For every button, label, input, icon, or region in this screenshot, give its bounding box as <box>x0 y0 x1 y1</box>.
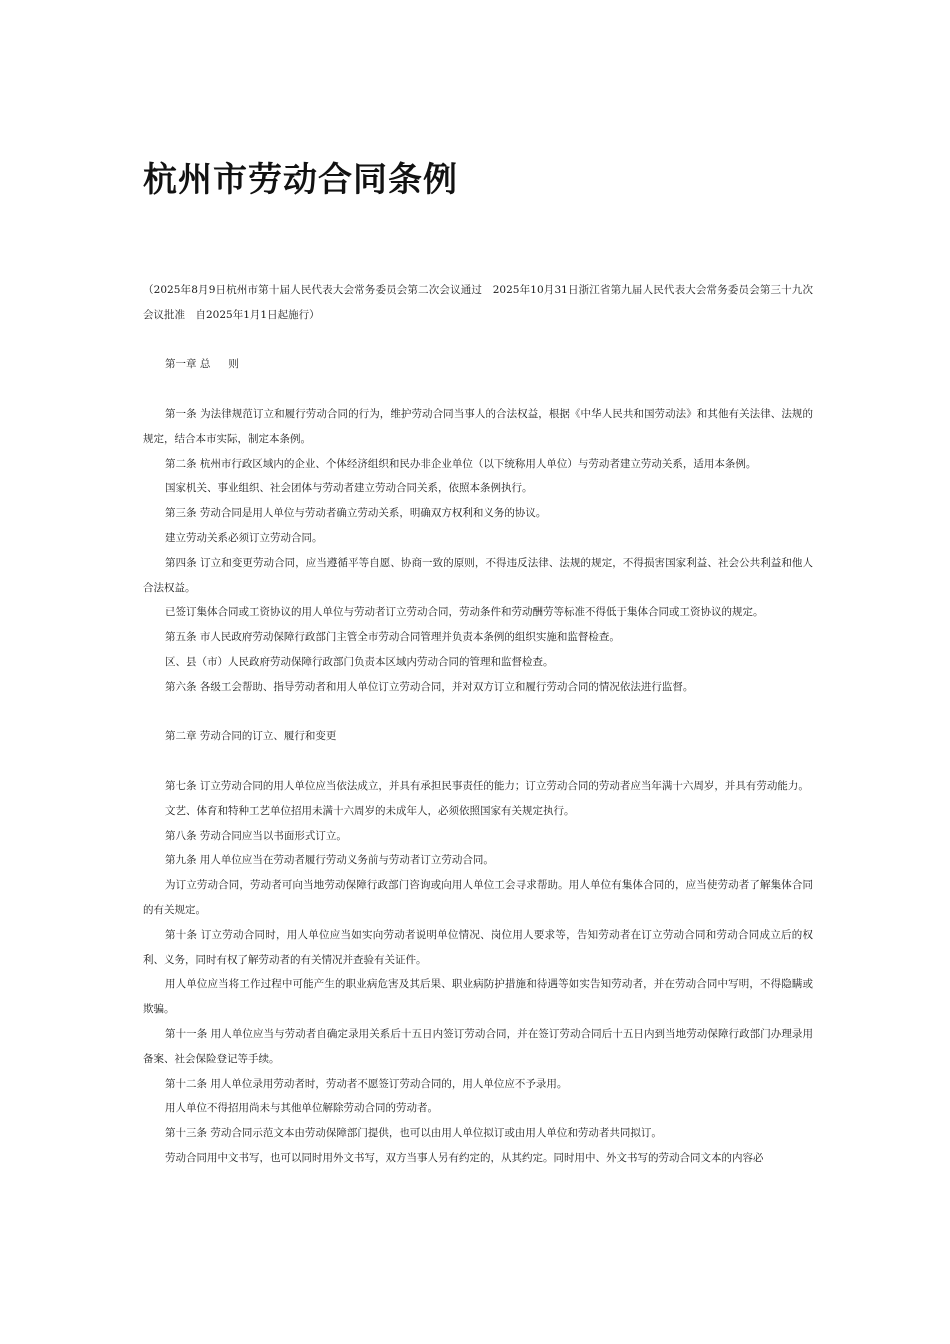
article-paragraph: 劳动合同用中文书写，也可以同时用外文书写，双方当事人另有约定的，从其约定。同时用中、外文书写的劳动合同文本的内容必 <box>165 1151 764 1164</box>
article-paragraph: 用人单位应当将工作过程中可能产生的职业病危害及其后果、职业病防护措施和待遇等如实告知劳动者，并在劳动合同中写明，不得隐瞒或欺骗。 <box>143 978 813 1016</box>
article-paragraph: 已签订集体合同或工资协议的用人单位与劳动者订立劳动合同，劳动条件和劳动酬劳等标准不得低于集体合同或工资协议的规定。 <box>165 606 764 619</box>
article-paragraph: 第九条 用人单位应当在劳动者履行劳动义务前与劳动者订立劳动合同。 <box>165 854 494 867</box>
article-paragraph: 第十条 订立劳动合同时，用人单位应当如实向劳动者说明单位情况、岗位用人要求等，告知劳动者在订立劳动合同和劳动合同成立后的权利、义务，同时有权了解劳动者的有关情况并查验有关证件。 <box>143 928 813 966</box>
article-paragraph: 为订立劳动合同，劳动者可向当地劳动保障行政部门咨询或向用人单位工会寻求帮助。用人单位有集体合同的，应当使劳动者了解集体合同的有关规定。 <box>143 879 813 916</box>
article-paragraph: 第二条 杭州市行政区域内的企业、个体经济组织和民办非企业单位（以下统称用人单位）与劳动者建立劳动关系，适用本条例。 <box>165 457 757 470</box>
article-paragraph: 区、县（市）人民政府劳动保障行政部门负责本区域内劳动合同的管理和监督检查。 <box>165 655 554 668</box>
chapter-1-suffix: 则 <box>228 358 239 371</box>
article-paragraph: 第五条 市人民政府劳动保障行政部门主管全市劳动合同管理并负责本条例的组织实施和监督检查。 <box>165 631 620 644</box>
article-paragraph: 第八条 劳动合同应当以书面形式订立。 <box>165 829 347 842</box>
article-paragraph: 第十三条 劳动合同示范文本由劳动保障部门提供，也可以由用人单位拟订或由用人单位和劳动者共同拟订。 <box>165 1127 662 1140</box>
article-paragraph: 文艺、体育和特种工艺单位招用未满十六周岁的未成年人，必须依照国家有关规定执行。 <box>165 804 575 817</box>
document-body <box>143 278 813 1171</box>
article-paragraph: 国家机关、事业组织、社会团体与劳动者建立劳动合同关系，依照本条例执行。 <box>165 482 533 495</box>
article-paragraph: 第十二条 用人单位录用劳动者时，劳动者不愿签订劳动合同的，用人单位应不予录用。 <box>165 1077 568 1090</box>
chapter-heading-2: 第二章 劳动合同的订立、履行和变更 <box>165 730 337 743</box>
article-paragraph: 第三条 劳动合同是用人单位与劳动者确立劳动关系，明确双方权利和义务的协议。 <box>165 507 547 520</box>
spacer <box>143 377 813 402</box>
chapter-heading-1 <box>143 352 813 377</box>
spacer <box>143 328 813 353</box>
document-title: 杭州市劳动合同条例 <box>143 160 458 200</box>
spacer <box>143 749 813 774</box>
article-paragraph: 建立劳动关系必须订立劳动合同。 <box>165 531 323 544</box>
chapter-1-prefix: 第一章 总 <box>165 358 211 371</box>
article-paragraph: 第一条 为法律规范订立和履行劳动合同的行为，维护劳动合同当事人的合法权益，根据《中华人民共和国劳动法》和其他有关法律、法规的规定，结合本市实际，制定本条例。 <box>143 407 813 445</box>
article-paragraph: 第四条 订立和变更劳动合同，应当遵循平等自愿、协商一致的原则，不得违反法律、法规的规定，不得损害国家利益、社会公共利益和他人合法权益。 <box>143 556 813 594</box>
article-paragraph: 第七条 订立劳动合同的用人单位应当依法成立，并具有承担民事责任的能力；订立劳动合同的劳动者应当年满十六周岁，并具有劳动能力。 <box>165 779 809 792</box>
article-paragraph: 第十一条 用人单位应当与劳动者自确定录用关系后十五日内签订劳动合同，并在签订劳动合同后十五日内到当地劳动保障行政部门办理录用备案、社会保险登记等手续。 <box>143 1027 813 1065</box>
preamble: （2025年8月9日杭州市第十届人民代表大会常务委员会第二次会议通过 2025年10月31日浙江省第九届人民代表大会常务委员会第三十九次会议批准 自2025年1月1日起施行） <box>143 284 813 321</box>
article-paragraph: 第六条 各级工会帮助、指导劳动者和用人单位订立劳动合同，并对双方订立和履行劳动合同的情况依法进行监督。 <box>165 680 694 693</box>
article-paragraph: 用人单位不得招用尚未与其他单位解除劳动合同的劳动者。 <box>165 1102 438 1115</box>
spacer <box>143 700 813 725</box>
